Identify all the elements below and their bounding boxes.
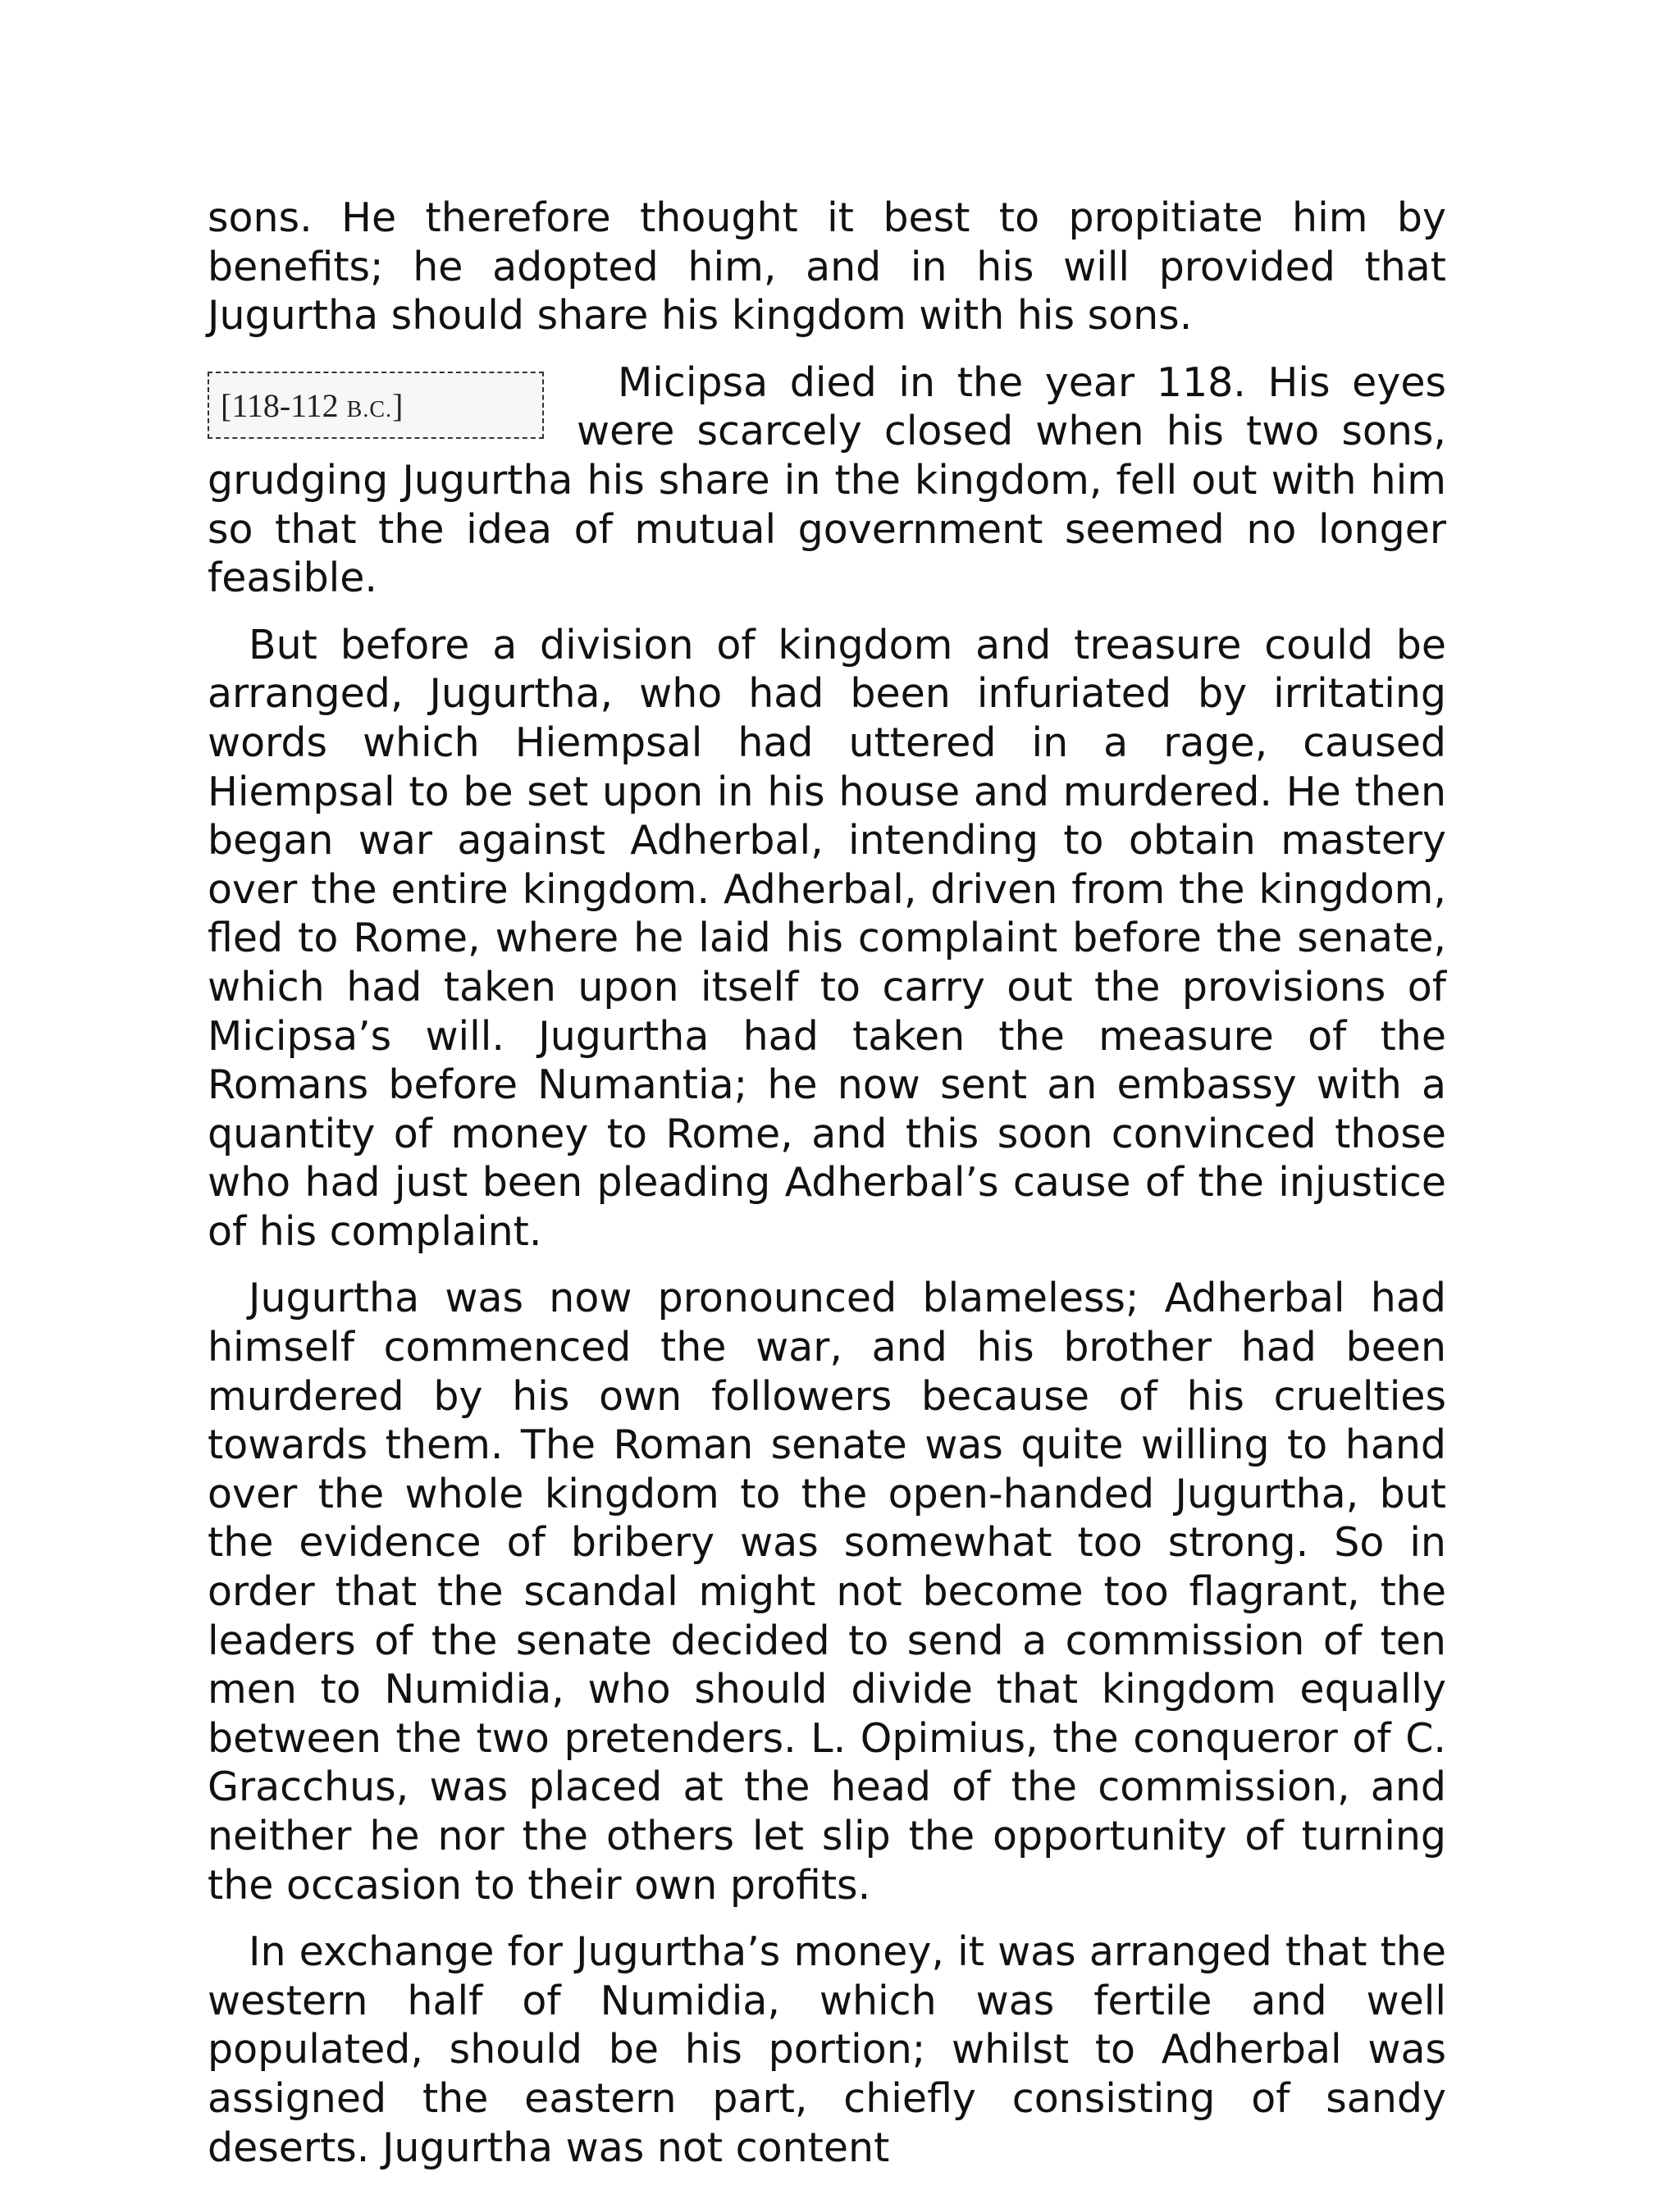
paragraph-1: sons. He therefore thought it best to propitiate him by benefits; he adopted him, and in his will provided that Jugurtha should share his kingdom with his sons. [208, 194, 1446, 340]
paragraph-3: But before a division of kingdom and treasure could be arranged, Jugurtha, who had been infuriated by irritating words which Hiempsal had uttered in a rage, caused Hiempsal to be set upon in his house and murdered. He then began war against Adherbal, intending to obtain mastery over the entire kingdom. Adherbal, driven from the kingdom, fled to Rome, where he laid his complaint before the senate, which had taken upon itself to carry out the provisions of Micipsa’s will. Jugurtha had taken the measure of the Romans before Numantia; he now sent an embassy with a quantity of money to Rome, and this soon convinced those who had just been pleading Adherbal’s cause of the injustice of his complaint. [208, 621, 1446, 1255]
sidenote-era: B.C. [346, 396, 393, 422]
paragraph-2 [208, 358, 1446, 603]
sidenote-suffix: ] [392, 386, 404, 424]
paragraph-5: In exchange for Jugurtha’s money, it was arranged that the western half of Numidia, which was fertile and well populated, should be his portion; whilst to Adherbal was assigned the eastern part, chiefly consisting of sandy deserts. Jugurtha was not content [208, 1928, 1446, 2171]
paragraph-2-text: Micipsa died in the year 118. His eyes were scarcely closed when his two sons, grudging Jugurtha his share in the kingdom, fell out with him so that the idea of mutual government seemed no longer feasible. [208, 358, 1446, 602]
page-body [208, 194, 1446, 2190]
sidenote-prefix: [118-112 [221, 386, 347, 424]
date-sidenote [208, 372, 544, 439]
paragraph-4: Jugurtha was now pronounced blameless; Adherbal had himself commenced the war, and his brother had been murdered by his own followers because of his cruelties towards them. The Roman senate was quite willing to hand over the whole kingdom to the open-handed Jugurtha, but the evidence of bribery was somewhat too strong. So in order that the scandal might not become too flagrant, the leaders of the senate decided to send a commission of ten men to Numidia, who should divide that kingdom equally between the two pretenders. L. Opimius, the conqueror of C. Gracchus, was placed at the head of the commission, and neither he nor the others let slip the opportunity of turning the occasion to their own profits. [208, 1275, 1446, 1909]
